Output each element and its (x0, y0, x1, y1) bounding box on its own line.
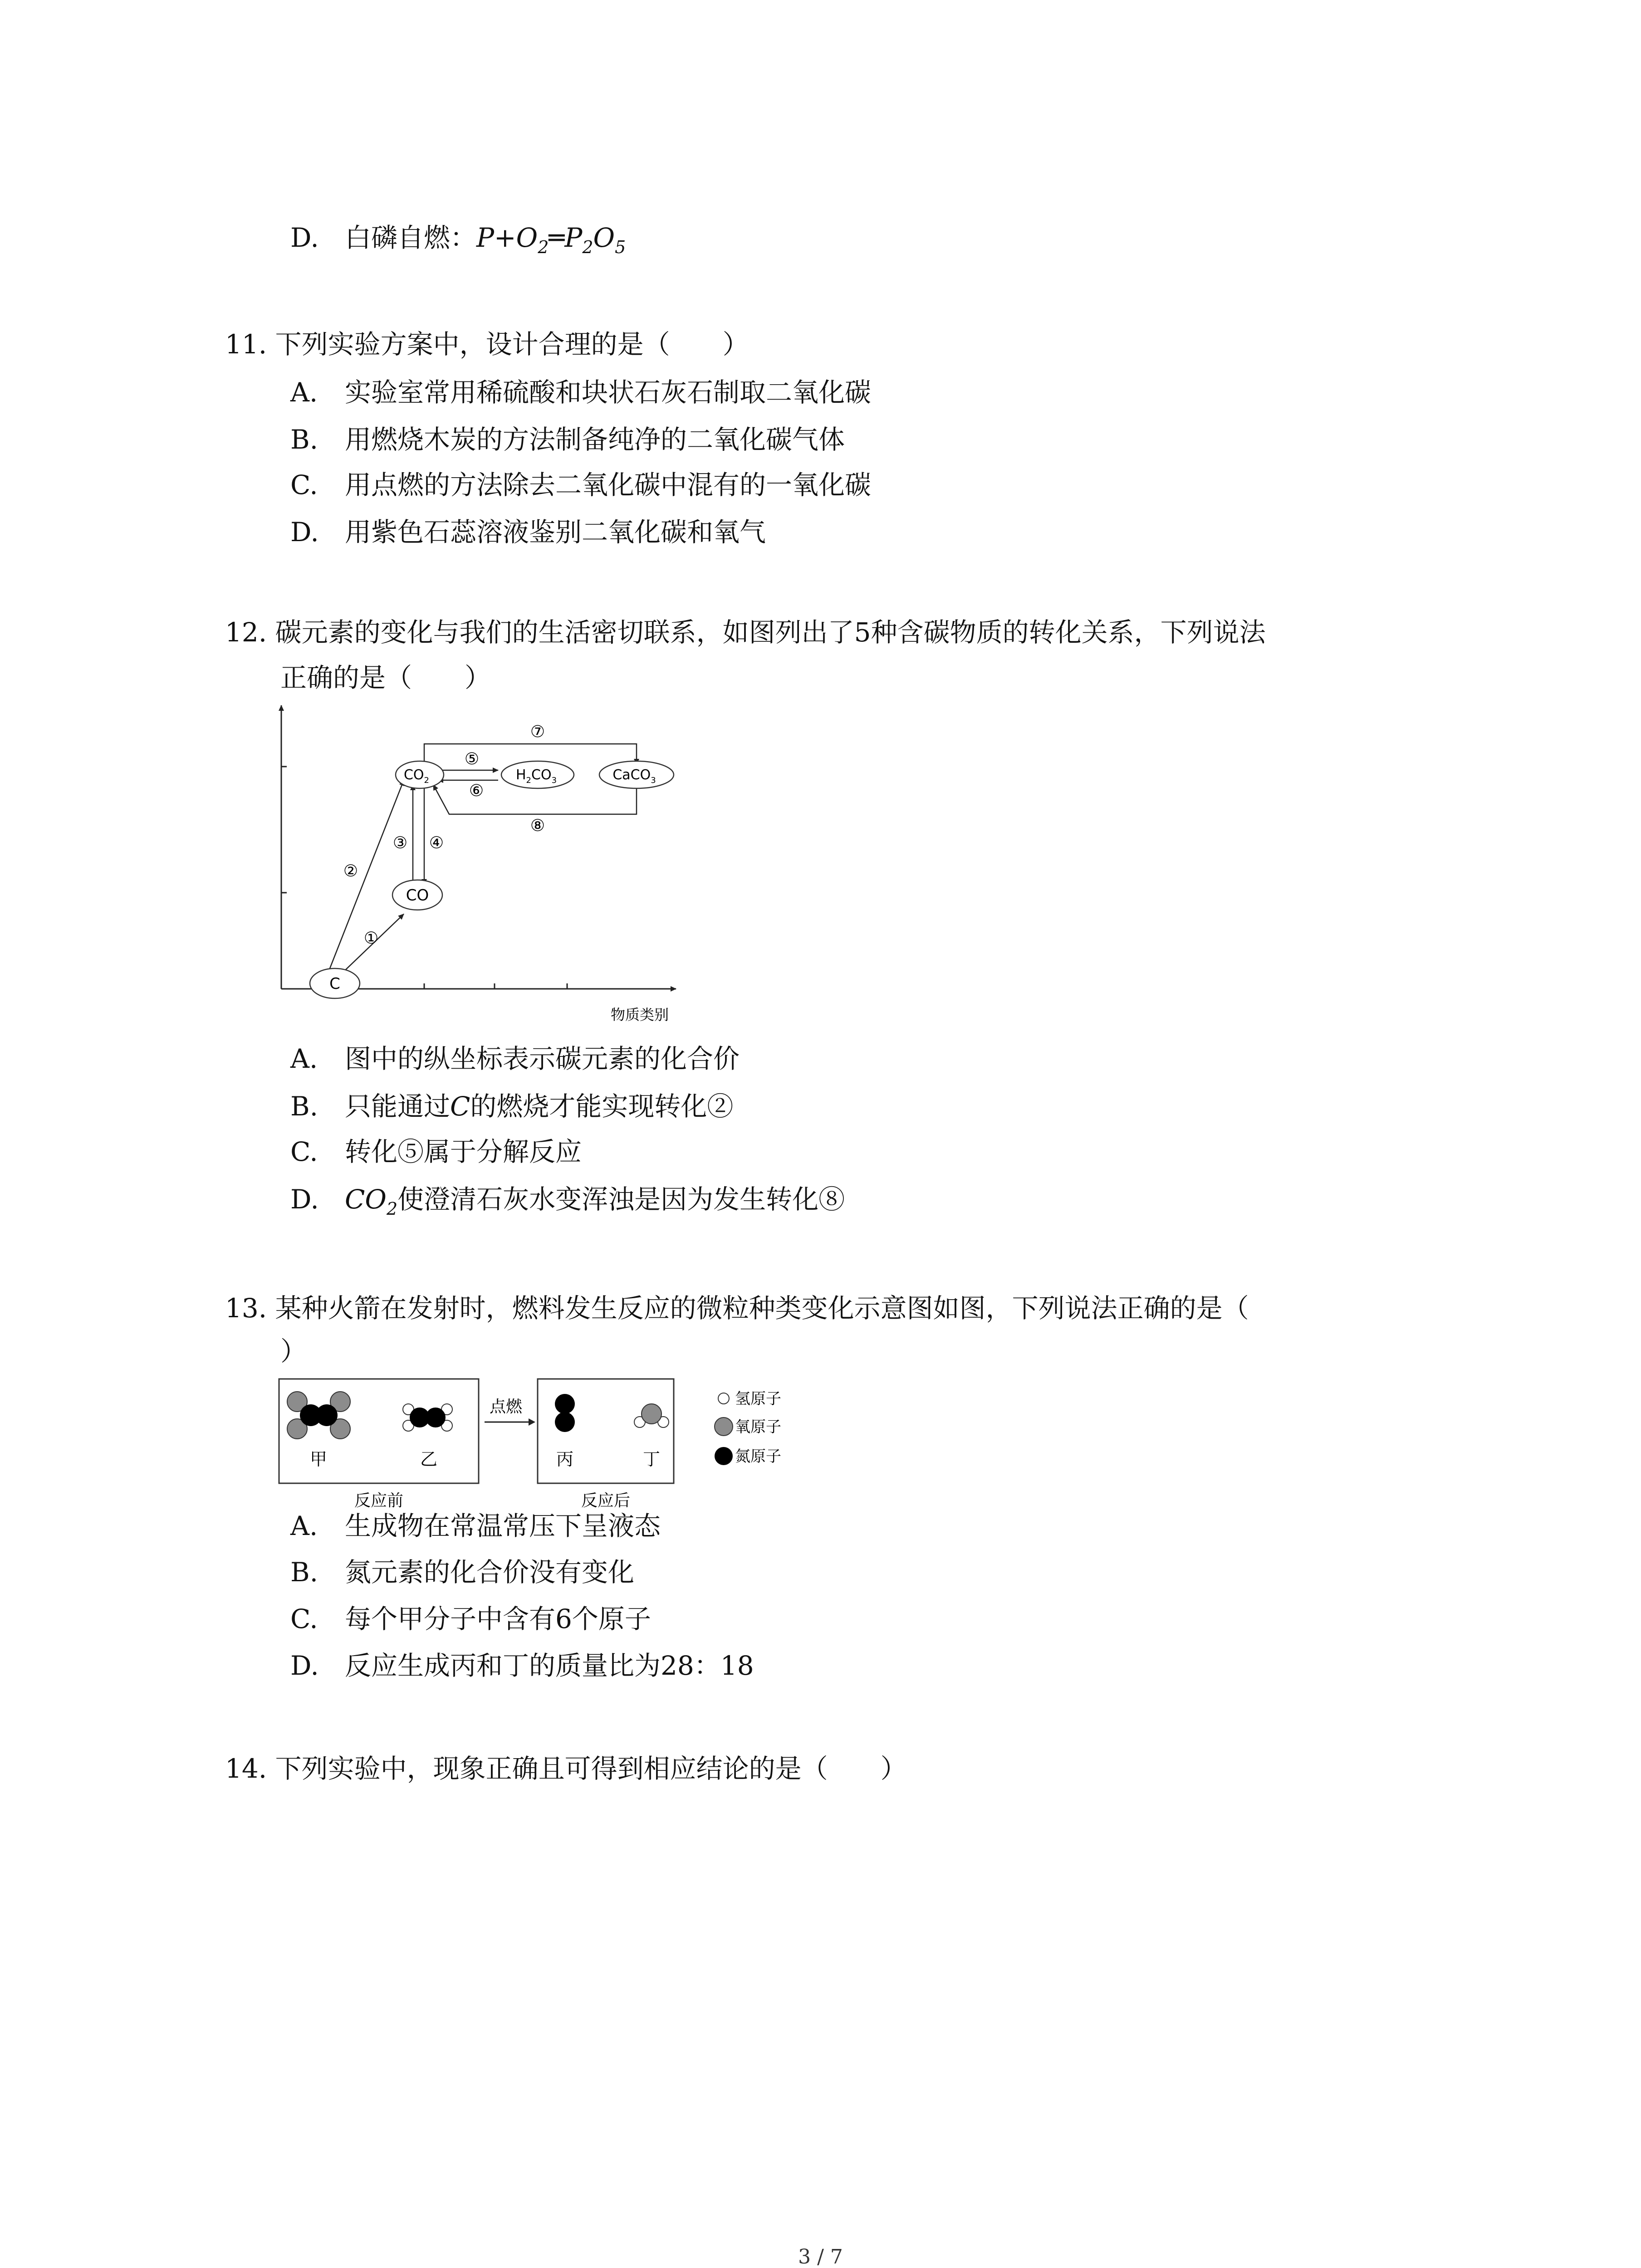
formula-part: O (593, 222, 615, 253)
option-label: B. (290, 424, 318, 455)
node-co2-main: CO (403, 767, 424, 783)
option-label: D. (290, 517, 319, 547)
option-text: 用紫色石蕊溶液鉴别二氧化碳和氧气 (345, 517, 766, 547)
node-h2co3-sub1: 2 (526, 776, 531, 785)
option-text-post: 的燃烧才能实现转化② (470, 1091, 734, 1122)
q13-stem-line2: ） (280, 1336, 307, 1367)
option-label: D. (290, 222, 319, 253)
equals-sign: ═ (549, 222, 565, 253)
atom-n (555, 1394, 575, 1414)
q13-option-b (290, 1557, 635, 1588)
node-caco3-main: CaCO (612, 767, 651, 783)
q11-stem: 11. 下列实验方案中，设计合理的是（ ） (225, 329, 749, 360)
label-ding: 丁 (642, 1449, 661, 1469)
option-label: C. (290, 1136, 318, 1167)
option-text: 用点燃的方法除去二氧化碳中混有的一氧化碳 (345, 469, 872, 500)
legend-o-icon (715, 1418, 733, 1436)
atom-n (426, 1408, 446, 1427)
q14-stem: 14. 下列实验中，现象正确且可得到相应结论的是（ ） (225, 1753, 907, 1784)
label-after: 反应后 (581, 1491, 631, 1510)
q12-option-a (290, 1043, 740, 1074)
option-text: 反应生成丙和丁的质量比为28：18 (345, 1650, 754, 1681)
option-label: D. (290, 1650, 319, 1681)
label-bing: 丙 (556, 1449, 574, 1469)
reaction-particle-diagram (277, 1377, 867, 1513)
page-number: 3 / 7 (798, 2245, 843, 2268)
formula-subscript: 2 (582, 237, 593, 257)
option-text-pre: 只能通过 (345, 1091, 451, 1122)
label-2: ② (343, 862, 358, 880)
formula-subscript: 2 (538, 237, 549, 257)
node-co2-sub: 2 (424, 776, 430, 785)
option-text-post: 使澄清石灰水变浑浊是因为发生转化⑧ (397, 1184, 845, 1215)
legend-h-label: 氢原子 (735, 1390, 781, 1408)
label-jia: 甲 (309, 1449, 328, 1469)
option-label: B. (290, 1557, 318, 1588)
node-caco3-sub: 3 (651, 776, 656, 785)
q12-stem-line2: 正确的是（ ） (280, 662, 491, 693)
option-label: A. (290, 377, 318, 408)
q13-option-a (290, 1510, 661, 1541)
label-8: ⑧ (530, 816, 545, 835)
node-caco3-label (612, 767, 656, 785)
node-h2co3-co: CO (531, 767, 552, 783)
q11-option-c (290, 469, 872, 500)
formula-part: P (564, 222, 583, 253)
arrow-head (529, 1418, 535, 1426)
option-text: 图中的纵坐标表示碳元素的化合价 (345, 1043, 740, 1074)
label-before: 反应前 (354, 1491, 404, 1510)
q13-stem-line1: 13. 某种火箭在发射时，燃料发生反应的微粒种类变化示意图如图，下列说法正确的是（ (225, 1293, 1249, 1324)
option-label: B. (290, 1091, 318, 1122)
q12-stem-line1: 12. 碳元素的变化与我们的生活密切联系，如图列出了5种含碳物质的转化关系，下列说法 (225, 617, 1266, 648)
label-7: ⑦ (530, 723, 545, 741)
legend-n-icon (715, 1447, 733, 1465)
q11-option-a (290, 379, 871, 406)
option-label: D. (290, 1184, 319, 1215)
q10-option-d (290, 222, 626, 257)
option-text: 用燃烧木炭的方法制备纯净的二氧化碳气体 (345, 424, 845, 455)
arrow-label: 点燃 (489, 1398, 523, 1416)
node-c-label: C (329, 975, 340, 993)
option-label: C. (290, 1603, 318, 1634)
label-5: ⑤ (464, 750, 480, 768)
atom-n (555, 1412, 575, 1432)
atom-o-gray (642, 1404, 661, 1424)
legend-h-icon (718, 1393, 729, 1404)
reaction-formula (476, 222, 626, 257)
q11-option-b (290, 426, 845, 453)
math-variable: CO (345, 1184, 387, 1215)
label-4: ④ (429, 834, 444, 852)
q12-option-d (290, 1186, 845, 1217)
option-label: A. (290, 1510, 318, 1541)
option-label: C. (290, 469, 318, 500)
legend-o-label: 氧原子 (735, 1418, 781, 1436)
q13-option-c (290, 1603, 651, 1634)
carbon-conversion-diagram (254, 699, 708, 1052)
q13-option-d (290, 1652, 754, 1679)
node-co-label: CO (406, 886, 429, 904)
option-text: 氮元素的化合价没有变化 (345, 1557, 635, 1588)
label-3: ③ (392, 834, 408, 852)
atom-n (316, 1404, 338, 1426)
node-h2co3-label (516, 767, 557, 785)
option-text: 转化⑤属于分解反应 (345, 1136, 582, 1167)
q12-option-c (290, 1136, 582, 1167)
option-text: 生成物在常温常压下呈液态 (345, 1510, 661, 1541)
legend-n-label: 氮原子 (735, 1447, 781, 1466)
math-variable: C (450, 1091, 470, 1122)
option-text: 白磷自燃： (345, 222, 477, 253)
q11-option-d (290, 519, 766, 545)
x-axis-label: 物质类别 (610, 1006, 669, 1023)
option-text: 每个甲分子中含有6个原子 (345, 1603, 651, 1634)
math-subscript: 2 (386, 1199, 398, 1219)
option-label: A. (290, 1043, 318, 1074)
label-yi: 乙 (420, 1449, 438, 1469)
formula-part: P+O (476, 222, 538, 253)
node-h2co3-h: H (515, 767, 526, 783)
formula-subscript: 5 (615, 237, 626, 257)
node-h2co3-sub2: 3 (551, 776, 557, 785)
option-text: 实验室常用稀硫酸和块状石灰石制取二氧化碳 (345, 377, 872, 408)
q12-option-b (290, 1091, 734, 1122)
label-6: ⑥ (469, 782, 484, 800)
label-1: ① (363, 929, 379, 948)
